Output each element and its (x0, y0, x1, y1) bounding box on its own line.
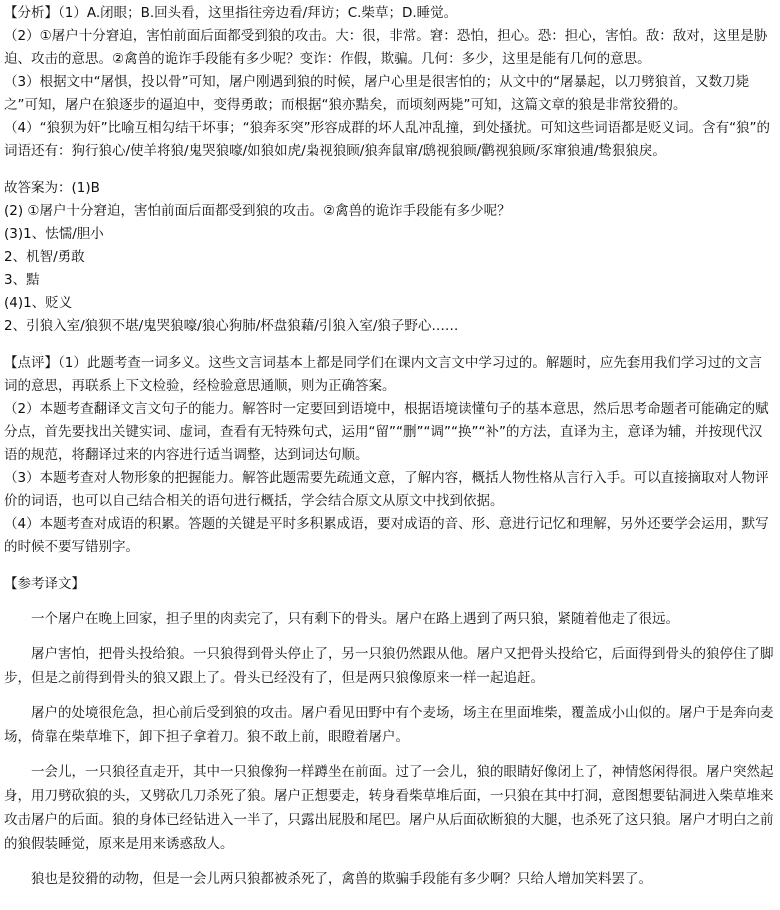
analysis-line-3: （3）根据文中“屠惧，投以骨”可知，屠户刚遇到狼的时候，屠户心里是很害怕的；从文中的“屠暴起，以刀劈狼首，又数刀毙之”可知，屠户在狼逐步的逼迫中，变得勇敢；而根据“狼亦黠矣，而顷刻两毙”可知，这篇文章的狼是非常狡猾的。 (4, 74, 750, 113)
comment-line-3: （3）本题考查对人物形象的把握能力。解答此题需要先疏通文意，了解内容，概括人物性格从言行入手。可以直接摘取对人物评价的词语，也可以自己结合相关的语句进行概括，学会结合原文从原文中找到依据。 (4, 470, 769, 509)
analysis-line-1: 【分析】（1）A.闭眼；B.回头看，这里指往旁边看/拜访；C.柴草；D.睡觉。 (4, 5, 458, 21)
comment-line-2: （2）本题考查翻译文言文句子的能力。解答时一定要回到语境中，根据语境读懂句子的基本意思，然后思考命题者可能确定的赋分点，首先要找出关键实词、虚词，查看有无特殊句式，运用“留”“删”“调”“换”“补”的方法，直译为主，意译为辅，并按现代汉语的规范，将翻译过来的内容进行适当调整，达到词达句顺。 (4, 401, 769, 463)
answer-line: 故答案为：(1)B (4, 180, 100, 196)
comment-line-1: 【点评】（1）此题考查一词多义。这些文言词基本上都是同学们在课内文言文中学习过的。解题时，应先套用我们学习过的文言词的意思，再联系上下文检验，经检验意思通顺，则为正确答案。 (4, 355, 762, 394)
comment-line-4: （4）本题考查对成语的积累。答题的关键是平时多积累成语，要对成语的音、形、意进行记忆和理解，另外还要学会运用，默写的时候不要写错别字。 (4, 516, 769, 555)
analysis-line-4: （4）“狼狈为奸”比喻互相勾结干坏事；“狼奔豕突”形容成群的坏人乱冲乱撞，到处搔扰。可知这些词语都是贬义词。含有“狼”的词语还有：狗行狼心/使羊将狼/鬼哭狼嚎/如狼如虎/枭视狼顾/狼奔鼠窜/鸱视狼顾/鹳视狼顾/豕窜狼逋/鸷狠狼戾。 (4, 120, 771, 159)
translation-paragraph: 屠户的处境很危急，担心前后受到狼的攻击。屠户看见田野中有个麦场，场主在里面堆柴，覆盖成小山似的。屠户于是奔向麦场，倚靠在柴草堆下，卸下担子拿着刀。狼不敢上前，眼瞪着屠户。 (4, 705, 774, 745)
answer-line: 3、黠 (4, 272, 40, 288)
analysis-heading: 【分析】 (4, 5, 58, 21)
answer-line: 2、机智/勇敢 (4, 249, 85, 265)
analysis-section (4, 2, 774, 163)
translation-section (4, 573, 774, 891)
answer-line: 2、引狼入室/狼狈不堪/鬼哭狼嚎/狼心狗肺/杯盘狼藉/引狼入室/狼子野心…… (4, 318, 459, 334)
translation-paragraph: 一会儿，一只狼径直走开，其中一只狼像狗一样蹲坐在前面。过了一会儿，狼的眼睛好像闭上了，神情悠闲得很。屠户突然起身，用刀劈砍狼的头，又劈砍几刀杀死了狼。屠户正想要走，转身看柴草堆后面，一只狼在其中打洞，意图想要钻洞进入柴草堆来攻击屠户的后面。狼的身体已经钻进入一半了，只露出屁股和尾巴。屠户从后面砍断狼的大腿，也杀死了这只狼。屠户才明白之前的狼假装睡觉，原来是用来诱惑敌人。 (4, 764, 774, 852)
translation-paragraph: 屠户害怕，把骨头投给狼。一只狼得到骨头停止了，另一只狼仍然跟从他。屠户又把骨头投给它，后面得到骨头的狼停住了脚步，但是之前得到骨头的狼又跟上了。骨头已经没有了，但是两只狼像原来一样一起追赶。 (4, 646, 774, 686)
answer-line: (3)1、怯懦/胆小 (4, 226, 104, 242)
translation-heading: 【参考译文】 (4, 576, 85, 592)
answer-line: (2) ①屠户十分窘迫，害怕前面后面都受到狼的攻击。②禽兽的诡诈手段能有多少呢？ (4, 203, 511, 219)
answer-line: (4)1、贬义 (4, 295, 73, 311)
translation-paragraph: 狼也是狡猾的动物，但是一会儿两只狼都被杀死了，禽兽的欺骗手段能有多少啊？只给人增加笑料罢了。 (31, 871, 652, 887)
comment-heading: 【点评】 (4, 355, 58, 371)
comment-section (4, 352, 774, 559)
analysis-line-2: （2）①屠户十分窘迫，害怕前面后面都受到狼的攻击。大：很，非常。窘：恐怕，担心。恐：担心，害怕。敌：敌对，这里是胁迫、攻击的意思。②禽兽的诡诈手段能有多少呢？变诈：作假，欺骗。几何：多少，这里是能有几何的意思。 (4, 28, 768, 67)
translation-paragraph: 一个屠户在晚上回家，担子里的肉卖完了，只有剩下的骨头。屠户在路上遇到了两只狼，紧随着他走了很远。 (31, 611, 679, 627)
answer-section (4, 177, 774, 338)
